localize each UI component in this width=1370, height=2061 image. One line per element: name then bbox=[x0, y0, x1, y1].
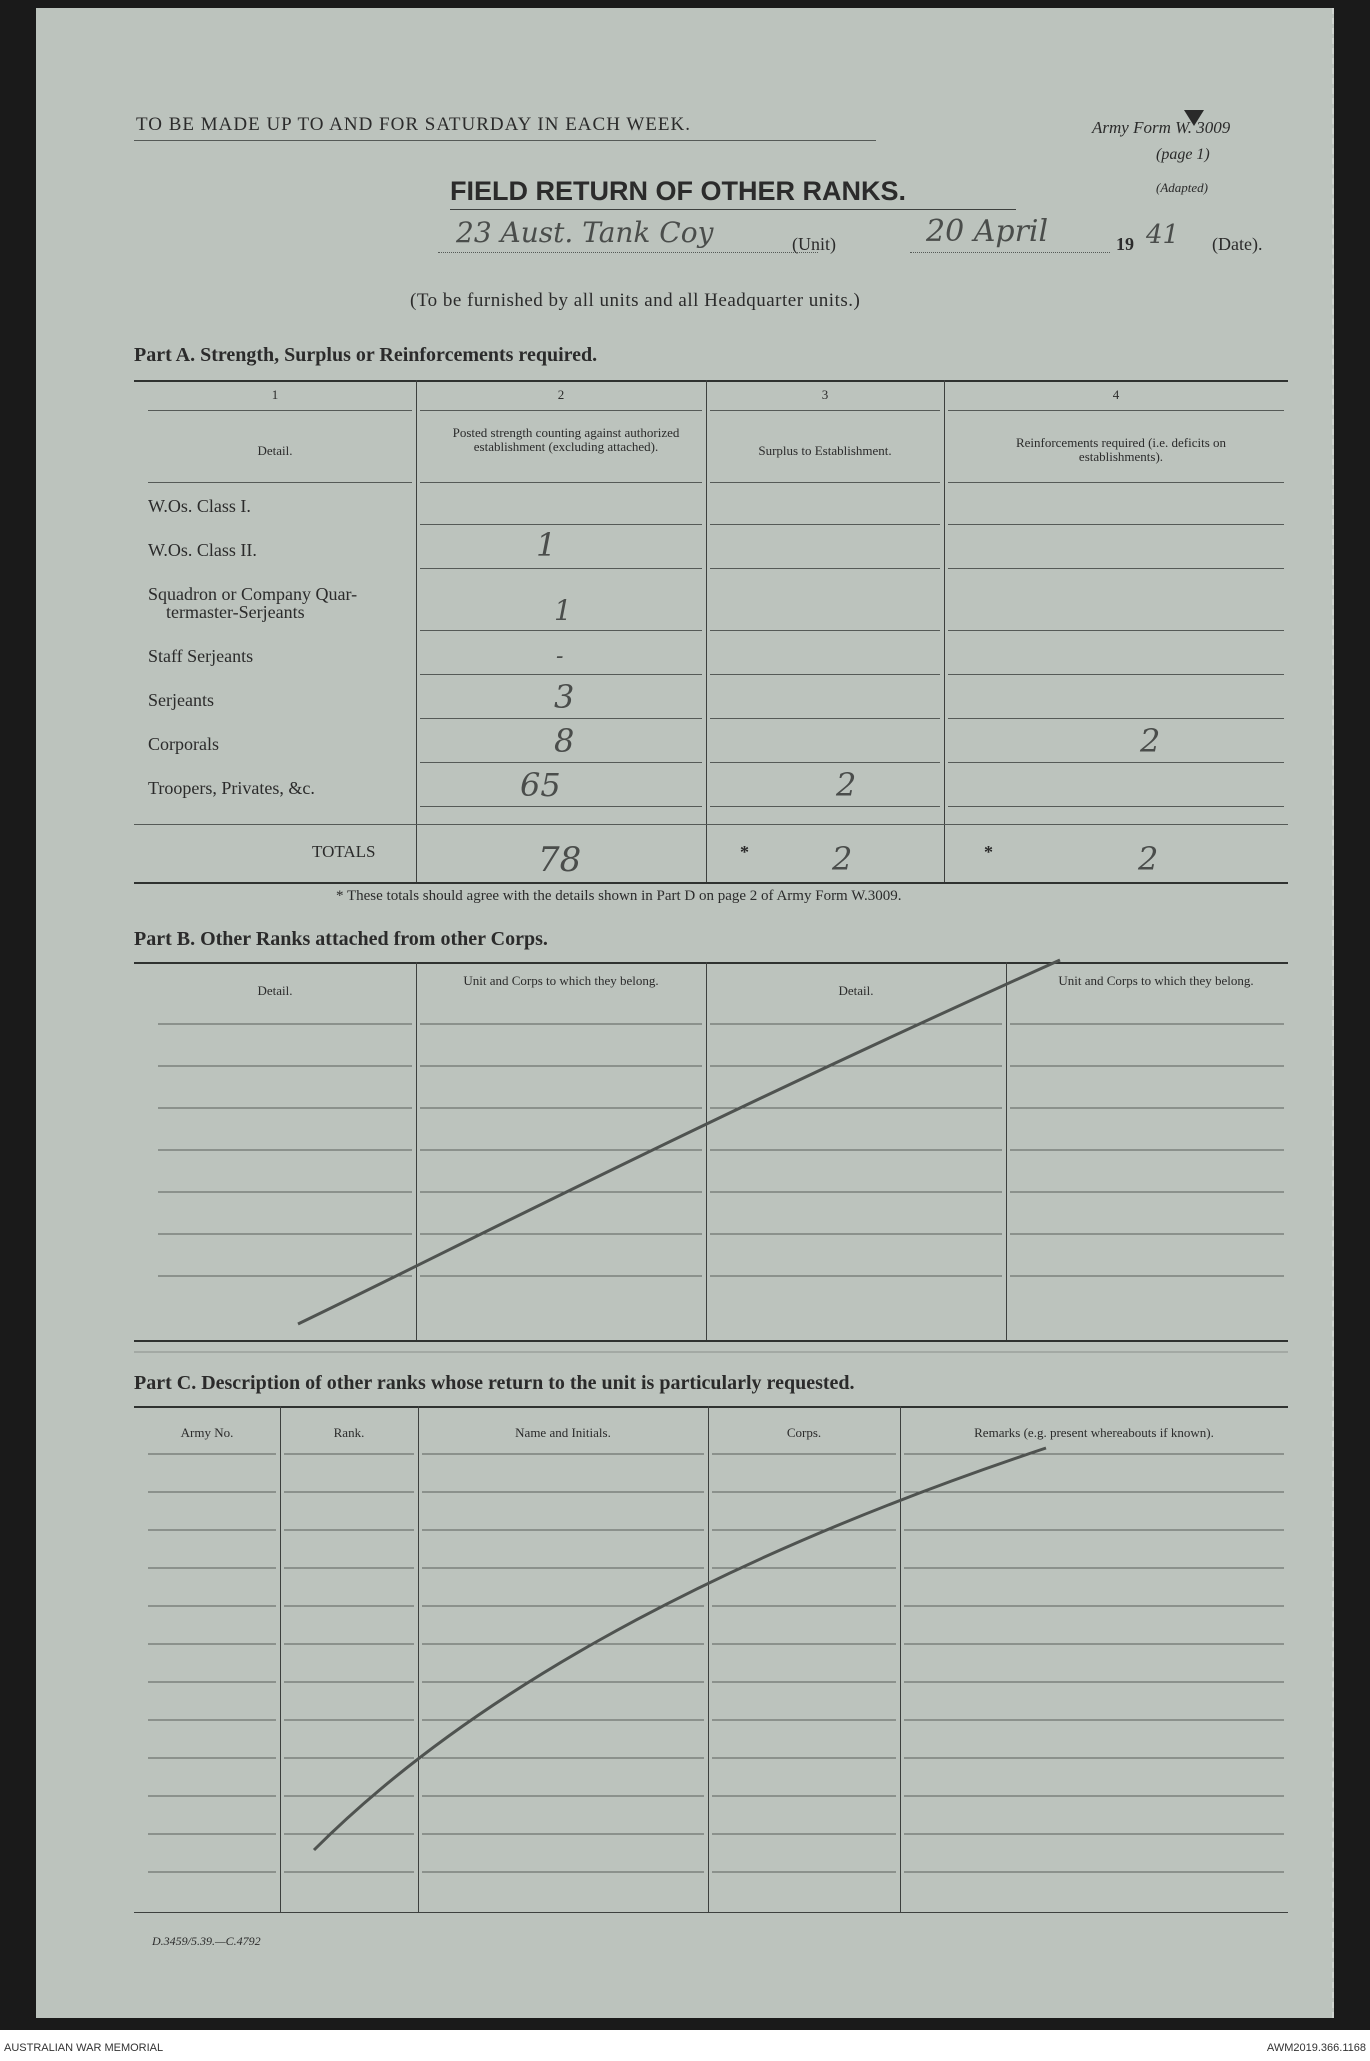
col-header-posted: Posted strength counting against authorized establishment (excluding attached). bbox=[452, 425, 680, 454]
col-header-reinf: Reinforcements required (i.e. deficits on establishments). bbox=[1015, 435, 1227, 464]
posted-sjt: 3 bbox=[554, 678, 575, 716]
reinf-cpl: 2 bbox=[1140, 722, 1161, 760]
row-detail: W.Os. Class I. bbox=[148, 496, 251, 516]
posted-cpl: 8 bbox=[554, 722, 575, 760]
row-detail: Corporals bbox=[148, 734, 219, 754]
part-b-ruled-lines bbox=[158, 1024, 1284, 1276]
part-b-heading: Part B. Other Ranks attached from other Corps. bbox=[134, 928, 548, 950]
page-number: (page 1) bbox=[1156, 146, 1210, 163]
col-header-detail: Detail. bbox=[257, 443, 293, 458]
year-value: 41 bbox=[1146, 220, 1180, 250]
col-header-surplus: Surplus to Establishment. bbox=[758, 443, 892, 458]
part-b-cancel-stroke bbox=[298, 960, 1060, 1324]
part-b-col-detail-2: Detail. bbox=[838, 983, 874, 998]
form-title: FIELD RETURN OF OTHER RANKS. bbox=[450, 176, 906, 206]
part-c-ruled-lines bbox=[148, 1454, 1284, 1872]
posted-cqms: 1 bbox=[554, 594, 572, 627]
year-prefix: 19 bbox=[1116, 234, 1134, 254]
part-b-col-detail: Detail. bbox=[257, 983, 293, 998]
col-number-3: 3 bbox=[821, 387, 829, 402]
date-value: 20 April bbox=[926, 214, 1049, 249]
part-c-cancel-stroke bbox=[314, 1448, 1046, 1850]
part-c-col-corps: Corps. bbox=[786, 1425, 822, 1440]
rules-and-strokes bbox=[36, 8, 1332, 2018]
adapted-label: (Adapted) bbox=[1156, 180, 1208, 195]
row-detail-continued: termaster-Serjeants bbox=[166, 602, 305, 622]
furnish-note: (To be furnished by all units and all Headquarter units.) bbox=[410, 290, 861, 311]
surplus-pte: 2 bbox=[836, 766, 857, 804]
part-b-col-unit-2: Unit and Corps to which they belong. bbox=[1058, 973, 1254, 988]
posted-pte: 65 bbox=[520, 766, 561, 804]
total-reinf: 2 bbox=[1138, 840, 1159, 878]
row-detail: Squadron or Company Quar- bbox=[148, 584, 358, 604]
instruction-line: TO BE MADE UP TO AND FOR SATURDAY IN EACH WEEK. bbox=[136, 114, 691, 135]
part-b-col-unit: Unit and Corps to which they belong. bbox=[463, 973, 659, 988]
row-detail: W.Os. Class II. bbox=[148, 540, 257, 560]
col-number-2: 2 bbox=[557, 387, 565, 402]
date-label: (Date). bbox=[1212, 234, 1263, 254]
footer-left: AUSTRALIAN WAR MEMORIAL bbox=[4, 2042, 164, 2054]
part-a-heading: Part A. Strength, Surplus or Reinforcements required. bbox=[134, 344, 598, 366]
col-number-1: 1 bbox=[271, 387, 279, 402]
archive-footer bbox=[0, 2030, 1370, 2061]
form-sheet bbox=[36, 8, 1334, 2018]
total-surplus: 2 bbox=[832, 840, 853, 878]
posted-wo2: 1 bbox=[536, 526, 557, 564]
totals-footnote: * These totals should agree with the details shown in Part D on page 2 of Army Form W.3009. bbox=[336, 888, 902, 904]
form-number: Army Form W. 3009 bbox=[1092, 118, 1231, 137]
total-posted: 78 bbox=[538, 840, 582, 880]
unit-label: (Unit) bbox=[792, 234, 836, 254]
part-c-col-remarks: Remarks (e.g. present whereabouts if known). bbox=[974, 1425, 1214, 1440]
print-code: D.3459/5.39.—C.4792 bbox=[152, 1934, 261, 1948]
posted-staff-sjt: - bbox=[556, 644, 564, 669]
asterisk-mark: * bbox=[740, 842, 749, 862]
totals-label: TOTALS bbox=[312, 842, 376, 861]
row-detail: Serjeants bbox=[148, 690, 214, 710]
footer-right: AWM2019.366.1168 bbox=[1266, 2042, 1366, 2054]
part-c-col-name: Name and Initials. bbox=[515, 1425, 611, 1440]
part-c-col-rank: Rank. bbox=[333, 1425, 365, 1440]
row-detail: Staff Serjeants bbox=[148, 646, 254, 666]
col-number-4: 4 bbox=[1112, 387, 1120, 402]
asterisk-mark: * bbox=[984, 842, 993, 862]
unit-value: 23 Aust. Tank Coy bbox=[456, 216, 714, 249]
part-c-col-army-no: Army No. bbox=[180, 1425, 234, 1440]
row-detail: Troopers, Privates, &c. bbox=[148, 778, 315, 798]
part-c-heading: Part C. Description of other ranks whose return to the unit is particularly requested. bbox=[134, 1372, 855, 1394]
